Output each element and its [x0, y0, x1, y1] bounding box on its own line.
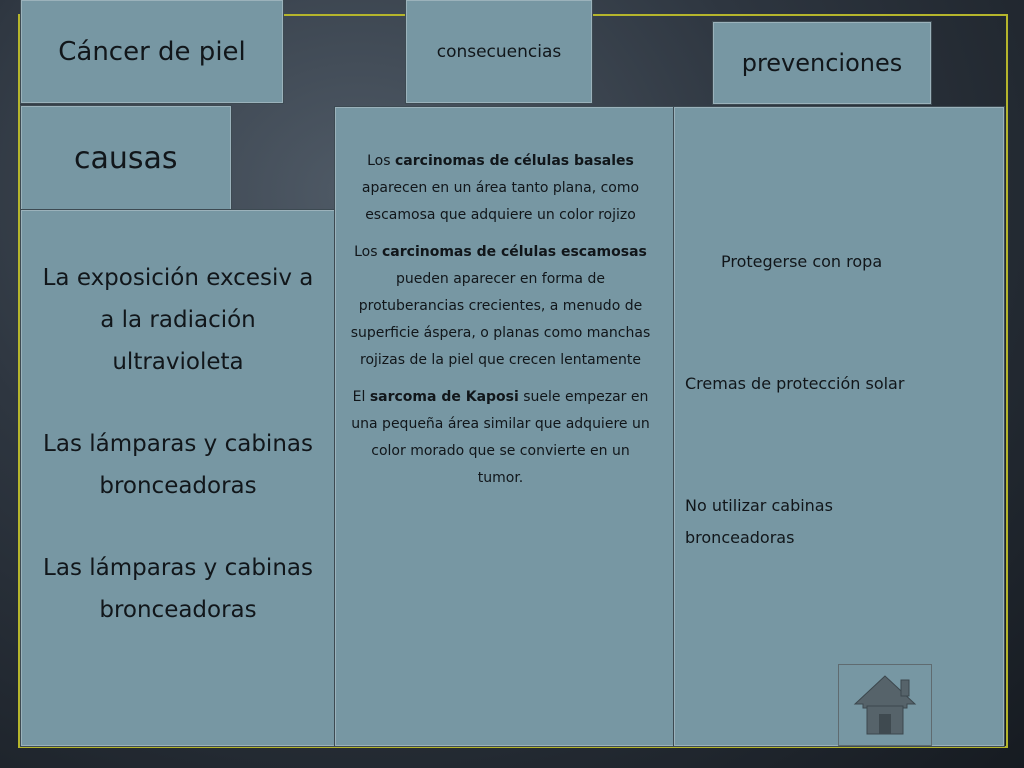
prevencion-item-3: No utilizar cabinas bronceadoras [685, 496, 833, 547]
causa-item-3: Las lámparas y cabinas bronceadoras [43, 555, 313, 623]
consecuencias-header: consecuencias [406, 0, 592, 103]
page-title: Cáncer de piel [21, 0, 283, 103]
text-segment: pueden aparecer en forma de protuberancias crecientes, a menudo de superficie áspera, o planas como manchas rojizas de la piel que crecen lentamente [350, 271, 651, 368]
text-segment: Los [354, 244, 382, 260]
causas-panel [21, 210, 335, 746]
text-segment: aparecen en un área tanto plana, como escamosa que adquiere un color rojizo [361, 180, 640, 223]
home-icon [853, 674, 917, 736]
causas-header: causas [21, 106, 231, 210]
prevenciones-panel [674, 107, 1004, 746]
causa-item-1: La exposición excesiv a a la radiación ultravioleta [42, 265, 314, 375]
text-segment: El [352, 389, 370, 405]
text-segment: Los [367, 153, 395, 169]
prevencion-item-2: Cremas de protección solar [685, 374, 905, 393]
bold-term: carcinomas de células basales [395, 153, 634, 169]
consecuencia-kaposi [350, 384, 651, 492]
bold-term: sarcoma de Kaposi [369, 389, 519, 405]
consecuencia-basales [350, 148, 651, 229]
consecuencias-panel [335, 107, 674, 746]
prevencion-item-1: Protegerse con ropa [721, 252, 883, 271]
text-segment: suele empezar en una pequeña área similar que adquiere un color morado que se convierte en un tumor. [351, 389, 650, 486]
home-button[interactable] [838, 664, 932, 746]
prevenciones-header: prevenciones [713, 22, 931, 104]
consecuencia-escamosas [350, 239, 651, 374]
causa-item-2: Las lámparas y cabinas bronceadoras [43, 431, 313, 499]
bold-term: carcinomas de células escamosas [382, 244, 647, 260]
